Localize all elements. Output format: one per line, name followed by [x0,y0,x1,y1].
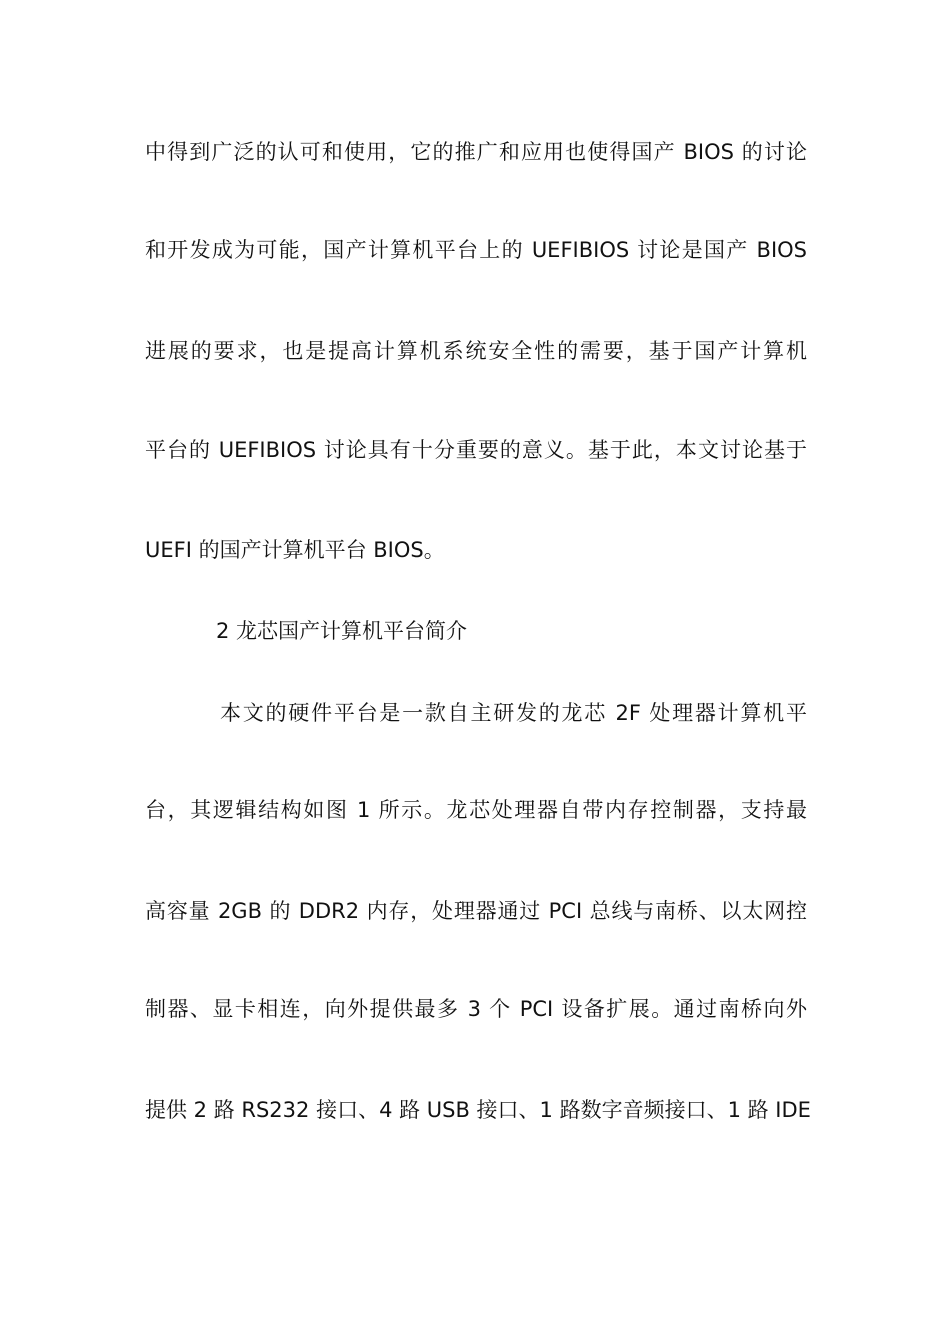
paragraph-2-line-5: 提供 2 路 RS232 接口、4 路 USB 接口、1 路数字音频接口、1 路 IDE [145,1098,811,1122]
paragraph-1-line-3: 进展的要求，也是提高计算机系统安全性的需要，基于国产计算机 [145,339,807,363]
paragraph-2-line-3: 高容量 2GB 的 DDR2 内存，处理器通过 PCI 总线与南桥、以太网控 [145,899,807,923]
paragraph-1-line-5: UEFI 的国产计算机平台 BIOS。 [145,538,445,562]
paragraph-1-line-1: 中得到广泛的认可和使用，它的推广和应用也使得国产 BIOS 的讨论 [145,140,807,164]
paragraph-2-line-2: 台，其逻辑结构如图 1 所示。龙芯处理器自带内存控制器，支持最 [145,798,807,822]
paragraph-2-line-1: 本文的硬件平台是一款自主研发的龙芯 2F 处理器计算机平 [220,701,807,725]
paragraph-1-line-4: 平台的 UEFIBIOS 讨论具有十分重要的意义。基于此，本文讨论基于 [145,438,807,462]
section-heading: 2 龙芯国产计算机平台简介 [216,619,468,643]
paragraph-2-line-4: 制器、显卡相连，向外提供最多 3 个 PCI 设备扩展。通过南桥向外 [145,997,807,1021]
paragraph-1-line-2: 和开发成为可能，国产计算机平台上的 UEFIBIOS 讨论是国产 BIOS [145,238,807,262]
